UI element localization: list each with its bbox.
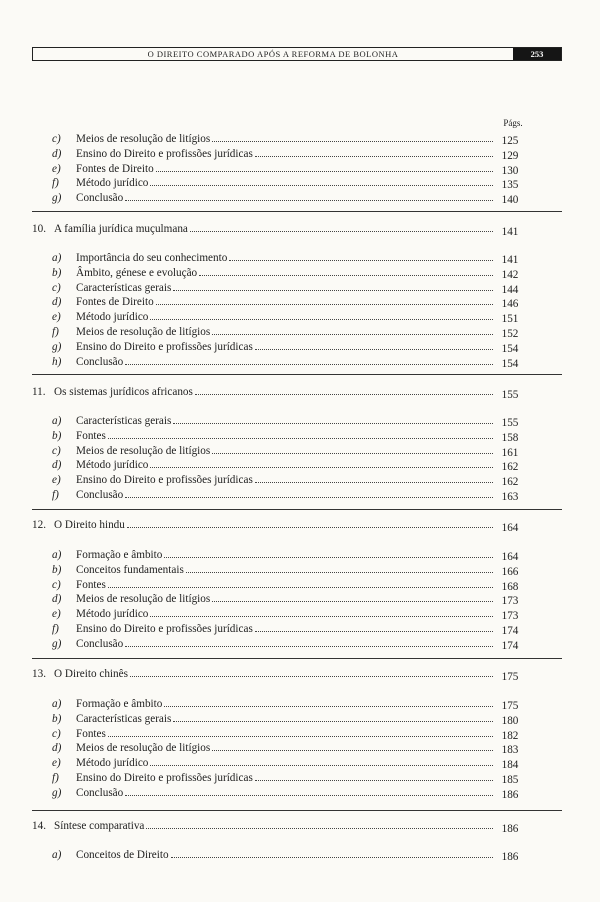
dot-leader	[125, 786, 493, 796]
entry-label: Conceitos fundamentais	[76, 563, 184, 576]
entry-marker: e)	[52, 474, 61, 487]
entry-page-number: 161	[501, 446, 519, 459]
entry-label: Importância do seu conhecimento	[76, 252, 228, 264]
entry-page-number: 174	[501, 625, 519, 637]
subsection-entry	[50, 132, 496, 147]
entry-marker: b)	[52, 266, 62, 279]
chapter-entry	[32, 667, 496, 682]
entry-page-number: 163	[501, 491, 519, 503]
dot-leader	[150, 607, 493, 617]
entry-marker: e)	[52, 162, 61, 175]
entry-page-number: 141	[501, 254, 519, 266]
entry-marker: a)	[52, 698, 62, 710]
entry-marker: a)	[52, 849, 62, 861]
entry-marker: c)	[52, 727, 61, 740]
entry-page-number: 186	[501, 851, 519, 863]
entry-marker: 12.	[32, 519, 46, 531]
dot-leader	[130, 667, 493, 677]
entry-marker: g)	[52, 637, 62, 650]
entry-page-number: 129	[501, 149, 519, 162]
subsection-entry	[50, 325, 496, 340]
entry-page-number: 146	[501, 298, 519, 311]
entry-marker: f)	[52, 489, 59, 501]
dot-leader	[199, 266, 493, 276]
subsection-entry	[50, 712, 496, 727]
entry-page-number: 162	[501, 461, 519, 474]
dot-leader	[255, 771, 493, 781]
entry-page-number: 186	[501, 788, 519, 801]
entry-marker: f)	[52, 623, 59, 635]
entry-marker: 14.	[32, 820, 46, 832]
entry-marker: g)	[52, 340, 62, 353]
entry-label: Método jurídico	[76, 459, 149, 472]
subsection-entry	[50, 473, 496, 488]
subsection-entry	[50, 414, 496, 429]
entry-label: Conclusão	[76, 637, 124, 650]
subsection-entry	[50, 444, 496, 459]
entry-page-number: 184	[501, 759, 519, 772]
entry-marker: f)	[52, 772, 59, 784]
dot-leader	[255, 147, 493, 157]
entry-label: Ensino do Direito e profissões jurídicas	[76, 623, 253, 635]
entry-label: O Direito chinês	[54, 668, 128, 680]
subsection-entry	[50, 429, 496, 444]
dot-leader	[150, 458, 493, 468]
subsection-entry	[50, 458, 496, 473]
dot-leader	[150, 176, 493, 186]
entry-label: O Direito hindu	[54, 519, 125, 531]
subsection-entry	[50, 355, 496, 370]
section-divider	[32, 509, 562, 510]
entry-label: Meios de resolução de litígios	[76, 444, 211, 457]
entry-marker: a)	[52, 252, 62, 264]
page-number: 253	[513, 48, 561, 60]
entry-label: Características gerais	[76, 712, 172, 725]
entry-page-number: 130	[501, 164, 519, 177]
dot-leader	[190, 222, 493, 232]
dot-leader	[212, 444, 493, 454]
entry-label: Fontes	[76, 727, 106, 740]
entry-marker: c)	[52, 444, 61, 457]
subsection-entry	[50, 295, 496, 310]
pages-column-label: Págs.	[503, 118, 523, 128]
entry-page-number: 142	[501, 268, 519, 281]
entry-label: Método jurídico	[76, 177, 149, 190]
subsection-entry	[50, 578, 496, 593]
chapter-entry	[32, 819, 496, 834]
entry-page-number: 175	[501, 700, 519, 712]
entry-marker: d)	[52, 742, 62, 755]
subsection-entry	[50, 786, 496, 801]
dot-leader	[150, 310, 493, 320]
entry-label: Ensino do Direito e profissões jurídicas	[76, 772, 253, 784]
entry-label: Ensino do Direito e profissões jurídicas	[76, 147, 253, 160]
entry-label: Conclusão	[76, 192, 124, 205]
subsection-entry	[50, 310, 496, 325]
dot-leader	[212, 741, 493, 751]
entry-label: Fontes de Direito	[76, 162, 154, 175]
entry-marker: c)	[52, 133, 61, 145]
dot-leader	[255, 473, 493, 483]
dot-leader	[156, 162, 493, 172]
entry-page-number: 140	[501, 194, 519, 207]
entry-label: Formação e âmbito	[76, 698, 163, 710]
dot-leader	[150, 756, 493, 766]
entry-label: Síntese comparativa	[54, 820, 145, 832]
subsection-entry	[50, 592, 496, 607]
entry-label: Formação e âmbito	[76, 549, 163, 561]
dot-leader	[195, 385, 493, 395]
entry-page-number: 182	[501, 729, 519, 742]
subsection-entry	[50, 147, 496, 162]
dot-leader	[108, 429, 493, 439]
dot-leader	[164, 697, 493, 707]
running-header-title: O DIREITO COMPARADO APÓS A REFORMA DE BOLONHA	[147, 49, 399, 59]
entry-page-number: 180	[501, 714, 519, 727]
subsection-entry	[50, 741, 496, 756]
entry-marker: b)	[52, 712, 62, 725]
entry-marker: f)	[52, 177, 59, 190]
entry-marker: e)	[52, 311, 61, 324]
entry-marker: 11.	[32, 386, 46, 398]
subsection-entry	[50, 607, 496, 622]
entry-page-number: 154	[501, 342, 519, 355]
entry-label: Características gerais	[76, 415, 172, 427]
entry-marker: g)	[52, 192, 62, 205]
dot-leader	[212, 132, 493, 142]
entry-page-number: 174	[501, 639, 519, 652]
dot-leader	[125, 355, 493, 365]
entry-marker: d)	[52, 459, 62, 472]
subsection-entry	[50, 281, 496, 296]
entry-marker: e)	[52, 757, 61, 770]
entry-marker: 10.	[32, 223, 46, 235]
entry-marker: g)	[52, 786, 62, 799]
subsection-entry	[50, 191, 496, 206]
dot-leader	[229, 251, 493, 261]
dot-leader	[164, 548, 493, 558]
chapter-entry	[32, 385, 496, 400]
dot-leader	[108, 727, 493, 737]
subsection-entry	[50, 176, 496, 191]
section-divider	[32, 810, 562, 811]
section-divider	[32, 658, 562, 659]
entry-label: Meios de resolução de litígios	[76, 742, 211, 755]
chapter-entry	[32, 518, 496, 533]
subsection-entry	[50, 266, 496, 281]
dot-leader	[108, 578, 493, 588]
entry-label: Conclusão	[76, 489, 124, 501]
subsection-entry	[50, 340, 496, 355]
entry-page-number: 164	[501, 522, 519, 534]
dot-leader	[171, 848, 493, 858]
entry-marker: d)	[52, 296, 62, 309]
section-divider	[32, 211, 562, 212]
entry-page-number: 173	[501, 610, 519, 623]
section-divider	[32, 374, 562, 375]
entry-label: Meios de resolução de litígios	[76, 593, 211, 606]
entry-page-number: 183	[501, 744, 519, 757]
subsection-entry	[50, 162, 496, 177]
entry-marker: e)	[52, 608, 61, 621]
entry-page-number: 152	[501, 328, 519, 340]
subsection-entry	[50, 848, 496, 863]
entry-label: Fontes	[76, 429, 106, 442]
entry-label: Método jurídico	[76, 608, 149, 621]
entry-marker: h)	[52, 355, 62, 368]
entry-marker: a)	[52, 415, 62, 427]
subsection-entry	[50, 563, 496, 578]
dot-leader	[125, 191, 493, 201]
subsection-entry	[50, 771, 496, 786]
entry-marker: a)	[52, 549, 62, 561]
entry-page-number: 168	[501, 580, 519, 593]
subsection-entry	[50, 727, 496, 742]
entry-label: Ensino do Direito e profissões jurídicas	[76, 340, 253, 353]
dot-leader	[125, 488, 493, 498]
chapter-entry	[32, 222, 496, 237]
entry-label: A família jurídica muçulmana	[54, 223, 188, 235]
entry-marker: d)	[52, 593, 62, 606]
dot-leader	[146, 819, 493, 829]
dot-leader	[186, 563, 493, 573]
dot-leader	[255, 622, 493, 632]
dot-leader	[125, 637, 493, 647]
entry-page-number: 173	[501, 595, 519, 608]
entry-page-number: 154	[501, 357, 519, 370]
subsection-entry	[50, 697, 496, 712]
entry-page-number: 186	[501, 823, 519, 835]
entry-page-number: 158	[501, 431, 519, 444]
entry-page-number: 155	[501, 417, 519, 429]
entry-label: Características gerais	[76, 281, 172, 294]
entry-label: Meios de resolução de litígios	[76, 326, 211, 338]
entry-label: Ensino do Direito e profissões jurídicas	[76, 474, 253, 487]
subsection-entry	[50, 622, 496, 637]
entry-label: Método jurídico	[76, 757, 149, 770]
entry-marker: b)	[52, 563, 62, 576]
entry-page-number: 144	[501, 283, 519, 296]
dot-leader	[173, 281, 493, 291]
entry-label: Meios de resolução de litígios	[76, 133, 211, 145]
entry-page-number: 151	[501, 313, 519, 326]
entry-label: Conclusão	[76, 355, 124, 368]
entry-label: Os sistemas jurídicos africanos	[54, 386, 193, 398]
subsection-entry	[50, 548, 496, 563]
entry-label: Método jurídico	[76, 311, 149, 324]
entry-marker: 13.	[32, 668, 46, 680]
entry-page-number: 166	[501, 565, 519, 578]
entry-page-number: 175	[501, 671, 519, 683]
dot-leader	[156, 295, 493, 305]
subsection-entry	[50, 756, 496, 771]
entry-label: Âmbito, génese e evolução	[76, 266, 198, 279]
entry-label: Conceitos de Direito	[76, 849, 169, 861]
entry-marker: b)	[52, 429, 62, 442]
entry-page-number: 162	[501, 476, 519, 489]
subsection-entry	[50, 251, 496, 266]
entry-page-number: 185	[501, 774, 519, 786]
entry-marker: c)	[52, 578, 61, 591]
entry-marker: d)	[52, 147, 62, 160]
entry-page-number: 141	[501, 226, 519, 238]
entry-marker: c)	[52, 281, 61, 294]
dot-leader	[212, 325, 493, 335]
dot-leader	[173, 712, 493, 722]
entry-page-number: 164	[501, 551, 519, 563]
entry-page-number: 135	[501, 179, 519, 192]
entry-label: Fontes de Direito	[76, 296, 154, 309]
entry-label: Fontes	[76, 578, 106, 591]
subsection-entry	[50, 488, 496, 503]
entry-marker: f)	[52, 326, 59, 338]
dot-leader	[212, 592, 493, 602]
dot-leader	[173, 414, 493, 424]
dot-leader	[127, 518, 493, 528]
subsection-entry	[50, 637, 496, 652]
dot-leader	[255, 340, 493, 350]
entry-page-number: 125	[501, 135, 519, 147]
entry-page-number: 155	[501, 389, 519, 401]
entry-label: Conclusão	[76, 786, 124, 799]
